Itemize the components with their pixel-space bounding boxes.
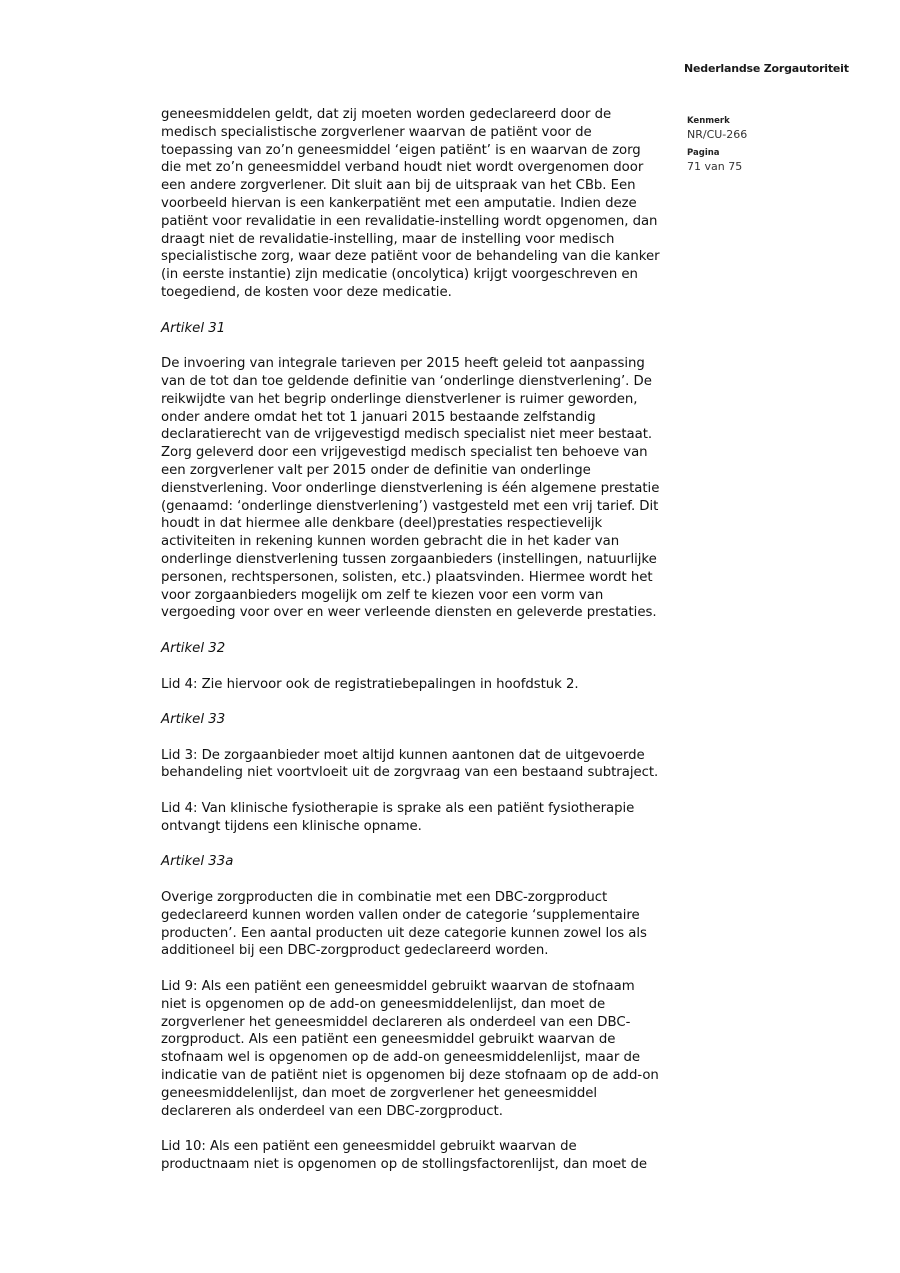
text-line: geneesmiddelenlijst, dan moet de zorgverlener het geneesmiddel	[161, 1085, 597, 1101]
pagina-value: 71 van 75	[687, 160, 743, 173]
text-line: die met zo’n geneesmiddel verband houdt niet wordt overgenomen door	[161, 160, 644, 176]
text-line: Lid 9: Als een patiënt een geneesmiddel gebruikt waarvan de stofnaam	[161, 979, 635, 995]
text-line: medisch specialistische zorgverlener waarvan de patiënt voor de	[161, 124, 592, 140]
text-line: declareren als onderdeel van een DBC-zorgproduct.	[161, 1103, 503, 1119]
text-line: houdt in dat hiermee alle denkbare (deel)prestaties respectievelijk	[161, 516, 603, 532]
text-line: vergoeding voor over en weer verleende diensten en geleverde prestaties.	[161, 605, 657, 621]
heading-artikel-33: Artikel 33	[161, 712, 226, 728]
text-line: patiënt voor revalidatie in een revalidatie-instelling wordt opgenomen, dan	[161, 213, 658, 229]
paragraph-artikel-33a-lid-10	[161, 1138, 701, 1174]
paragraph-artikel-32-lid-4	[161, 676, 701, 694]
document-body	[161, 106, 701, 1192]
pagina-label: Pagina	[687, 148, 720, 158]
paragraph-artikel-33a-lid-9	[161, 978, 701, 1120]
heading-artikel-32: Artikel 32	[161, 640, 226, 656]
text-line: toepassing van zo’n geneesmiddel ‘eigen patiënt’ is en waarvan de zorg	[161, 142, 641, 158]
text-line: declaratierecht van de vrijgevestigd medisch specialist niet meer bestaat.	[161, 427, 653, 443]
document-metadata	[687, 116, 887, 180]
text-line: draagt niet de revalidatie-instelling, maar de instelling voor medisch	[161, 231, 615, 247]
paragraph-artikel-31	[161, 355, 701, 622]
heading-artikel-31: Artikel 31	[161, 320, 226, 336]
text-line: (in eerste instantie) zijn medicatie (oncolytica) krijgt voorgeschreven en	[161, 267, 638, 283]
text-line: zorgproduct. Als een patiënt een geneesmiddel gebruikt waarvan de	[161, 1032, 616, 1048]
text-line: Overige zorgproducten die in combinatie met een DBC-zorgproduct	[161, 890, 608, 906]
text-line: activiteiten in rekening kunnen worden gebracht die in het kader van	[161, 534, 620, 550]
text-line: voor zorgaanbieders mogelijk om zelf te kiezen voor een vorm van	[161, 587, 604, 603]
text-line: geneesmiddelen geldt, dat zij moeten worden gedeclareerd door de	[161, 107, 612, 122]
text-line: niet is opgenomen op de add-on geneesmiddelenlijst, dan moet de	[161, 996, 606, 1012]
paragraph-artikel-33-lid-3	[161, 747, 701, 783]
text-line: dienstverlening. Voor onderlinge dienstverlening is één algemene prestatie	[161, 480, 660, 496]
paragraph-continued	[161, 106, 701, 302]
heading-artikel-33a: Artikel 33a	[161, 854, 234, 870]
text-line: behandeling niet voortvloeit uit de zorgvraag van een bestaand subtraject.	[161, 765, 659, 781]
paragraph-artikel-33-lid-4	[161, 800, 701, 836]
text-line: productnaam niet is opgenomen op de stollingsfactorenlijst, dan moet de	[161, 1157, 647, 1173]
text-line: Lid 4: Zie hiervoor ook de registratiebepalingen in hoofdstuk 2.	[161, 676, 579, 692]
text-line: De invoering van integrale tarieven per 2015 heeft geleid tot aanpassing	[161, 356, 645, 372]
text-line: voorbeeld hiervan is een kankerpatiënt met een amputatie. Indien deze	[161, 195, 637, 211]
text-line: toegediend, de kosten voor deze medicatie.	[161, 284, 452, 300]
text-line: stofnaam wel is opgenomen op de add-on geneesmiddelenlijst, maar de	[161, 1050, 640, 1066]
text-line: specialistische zorg, waar deze patiënt voor de behandeling van die kanker	[161, 249, 660, 265]
text-line: reikwijdte van het begrip onderlinge dienstverlener is ruimer geworden,	[161, 391, 638, 407]
text-line: additioneel bij een DBC-zorgproduct gedeclareerd worden.	[161, 943, 549, 959]
text-line: onderlinge dienstverlening tussen zorgaanbieders (instellingen, natuurlijke	[161, 551, 657, 567]
text-line: gedeclareerd kunnen worden vallen onder de categorie ‘supplementaire	[161, 907, 640, 923]
text-line: onder andere omdat het tot 1 januari 2015 bestaande zelfstandig	[161, 409, 596, 425]
text-line: indicatie van de patiënt niet is opgenomen bij deze stofnaam op de add-on	[161, 1068, 659, 1084]
text-line: ontvangt tijdens een klinische opname.	[161, 818, 422, 834]
text-line: een zorgverlener valt per 2015 onder de definitie van onderlinge	[161, 462, 591, 478]
text-line: Zorg geleverd door een vrijgevestigd medisch specialist ten behoeve van	[161, 445, 648, 461]
text-line: Lid 3: De zorgaanbieder moet altijd kunnen aantonen dat de uitgevoerde	[161, 747, 645, 763]
text-line: personen, rechtspersonen, solisten, etc.) plaatsvinden. Hiermee wordt het	[161, 569, 653, 585]
text-line: producten’. Een aantal producten uit deze categorie kunnen zowel los als	[161, 925, 647, 941]
text-line: een andere zorgverlener. Dit sluit aan bij de uitspraak van het CBb. Een	[161, 178, 636, 194]
text-line: van de tot dan toe geldende definitie van ‘onderlinge dienstverlening’. De	[161, 373, 652, 389]
paragraph-artikel-33a-intro	[161, 889, 701, 960]
text-line: (genaamd: ‘onderlinge dienstverlening’) vastgesteld met een vrij tarief. Dit	[161, 498, 659, 514]
text-line: Lid 4: Van klinische fysiotherapie is sprake als een patiënt fysiotherapie	[161, 801, 635, 817]
kenmerk-label: Kenmerk	[687, 116, 730, 126]
text-line: zorgverlener het geneesmiddel declareren als onderdeel van een DBC-	[161, 1014, 631, 1030]
organization-name: Nederlandse Zorgautoriteit	[684, 62, 849, 75]
text-line: Lid 10: Als een patiënt een geneesmiddel gebruikt waarvan de	[161, 1139, 577, 1155]
kenmerk-value: NR/CU-266	[687, 128, 748, 141]
